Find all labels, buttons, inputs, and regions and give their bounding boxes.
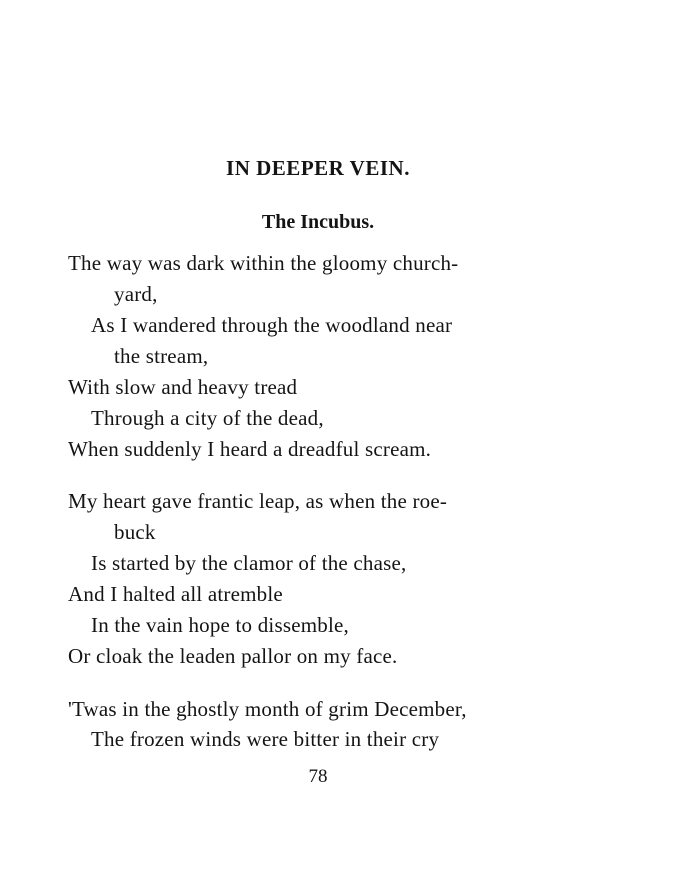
poem-line: Or cloak the leaden pallor on my face. bbox=[68, 644, 398, 668]
poem-line: As I wandered through the woodland near bbox=[91, 313, 453, 337]
poem-line: When suddenly I heard a dreadful scream. bbox=[68, 437, 432, 461]
poem-line: 'Twas in the ghostly month of grim December, bbox=[68, 697, 467, 721]
poem-line: the stream, bbox=[114, 344, 209, 368]
poem-line: The frozen winds were bitter in their cry bbox=[91, 727, 440, 751]
poem-title: The Incubus. bbox=[261, 211, 375, 233]
poem-line: My heart gave frantic leap, as when the roe- bbox=[68, 489, 448, 513]
poem-line: With slow and heavy tread bbox=[68, 375, 298, 399]
poem-line: The way was dark within the gloomy church- bbox=[68, 251, 459, 275]
poem-line: Through a city of the dead, bbox=[91, 406, 324, 430]
page-number: 78 bbox=[308, 766, 328, 787]
poem-line: buck bbox=[114, 520, 156, 544]
section-title: IN DEEPER VEIN. bbox=[226, 156, 410, 180]
poem-line: And I halted all atremble bbox=[68, 582, 283, 606]
poem-line: Is started by the clamor of the chase, bbox=[91, 551, 407, 575]
poem-line: yard, bbox=[114, 282, 158, 306]
poem-line: In the vain hope to dissemble, bbox=[91, 613, 349, 637]
